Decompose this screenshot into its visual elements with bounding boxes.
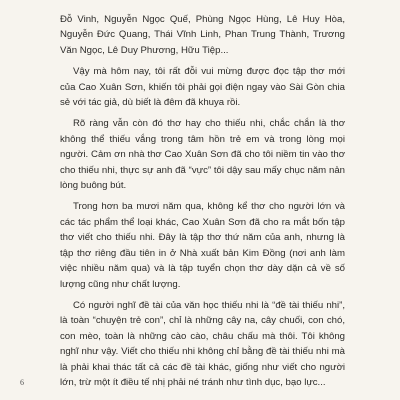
body-text [60,12,345,396]
page-number: 6 [20,378,24,387]
paragraph-names-list: Đỗ Vinh, Nguyễn Ngọc Quế, Phùng Ngọc Hùng, Lê Huy Hòa, Nguyễn Đức Quang, Thái Vĩnh Linh, Phan Trung Thành, Trương Văn Ngọc, Lê Duy Phương, Hữu Tiệp... [60,14,345,56]
paragraph-thirty-years: Trong hơn ba mươi năm qua, không kể thơ cho người lớn và các tác phẩm thể loại khác, Cao Xuân Sơn đã cho ra mắt bốn tập thơ viết cho thiếu nhi. Đây là tập thơ thứ năm của anh, nhưng là tập thơ riêng đầu tiên in ở Nhà xuất bản Kim Đồng (nơi anh làm việc nhiều năm qua) và là tập tuyển chọn thơ dày dặn cả về số lượng cũng như chất lượng. [60,201,345,290]
paragraph-reading-new-book: Vậy mà hôm nay, tôi rất đỗi vui mừng được đọc tập thơ mới của Cao Xuân Sơn, khiến tôi phải gọi điện ngay vào Sài Gòn chia sẻ với tác giả, dù biết là đêm đã khuya rồi. [60,66,345,109]
paragraph-good-poetry: Rõ ràng vẫn còn đó thơ hay cho thiếu nhi, chắc chắn là thơ không thể thiếu vắng trong tâm hồn trẻ em và trong lòng mọi người. Cảm ơn nhà thơ Cao Xuân Sơn đã cho tôi niềm tin vào thơ cho thiếu nhi, thực sự anh đã “vực” tôi dậy sau mấy chục năm nản lòng buông bút. [60,118,345,192]
paragraph-children-topics: Có người nghĩ đề tài của văn học thiếu nhi là “đề tài thiếu nhi”, là toàn “chuyện trẻ con”, chỉ là những cây na, cây chuối, con chó, con mèo, toàn là những cào cào, châu chấu mà thôi. Tôi không nghĩ như vậy. Viết cho thiếu nhi không chỉ bằng đề tài thiếu nhi mà là phải khai thác tất cả các đề tài khác, giống như viết cho người lớn, trừ một ít điều tế nhị phải né tránh như tình dục, bạo lực... [60,299,345,388]
